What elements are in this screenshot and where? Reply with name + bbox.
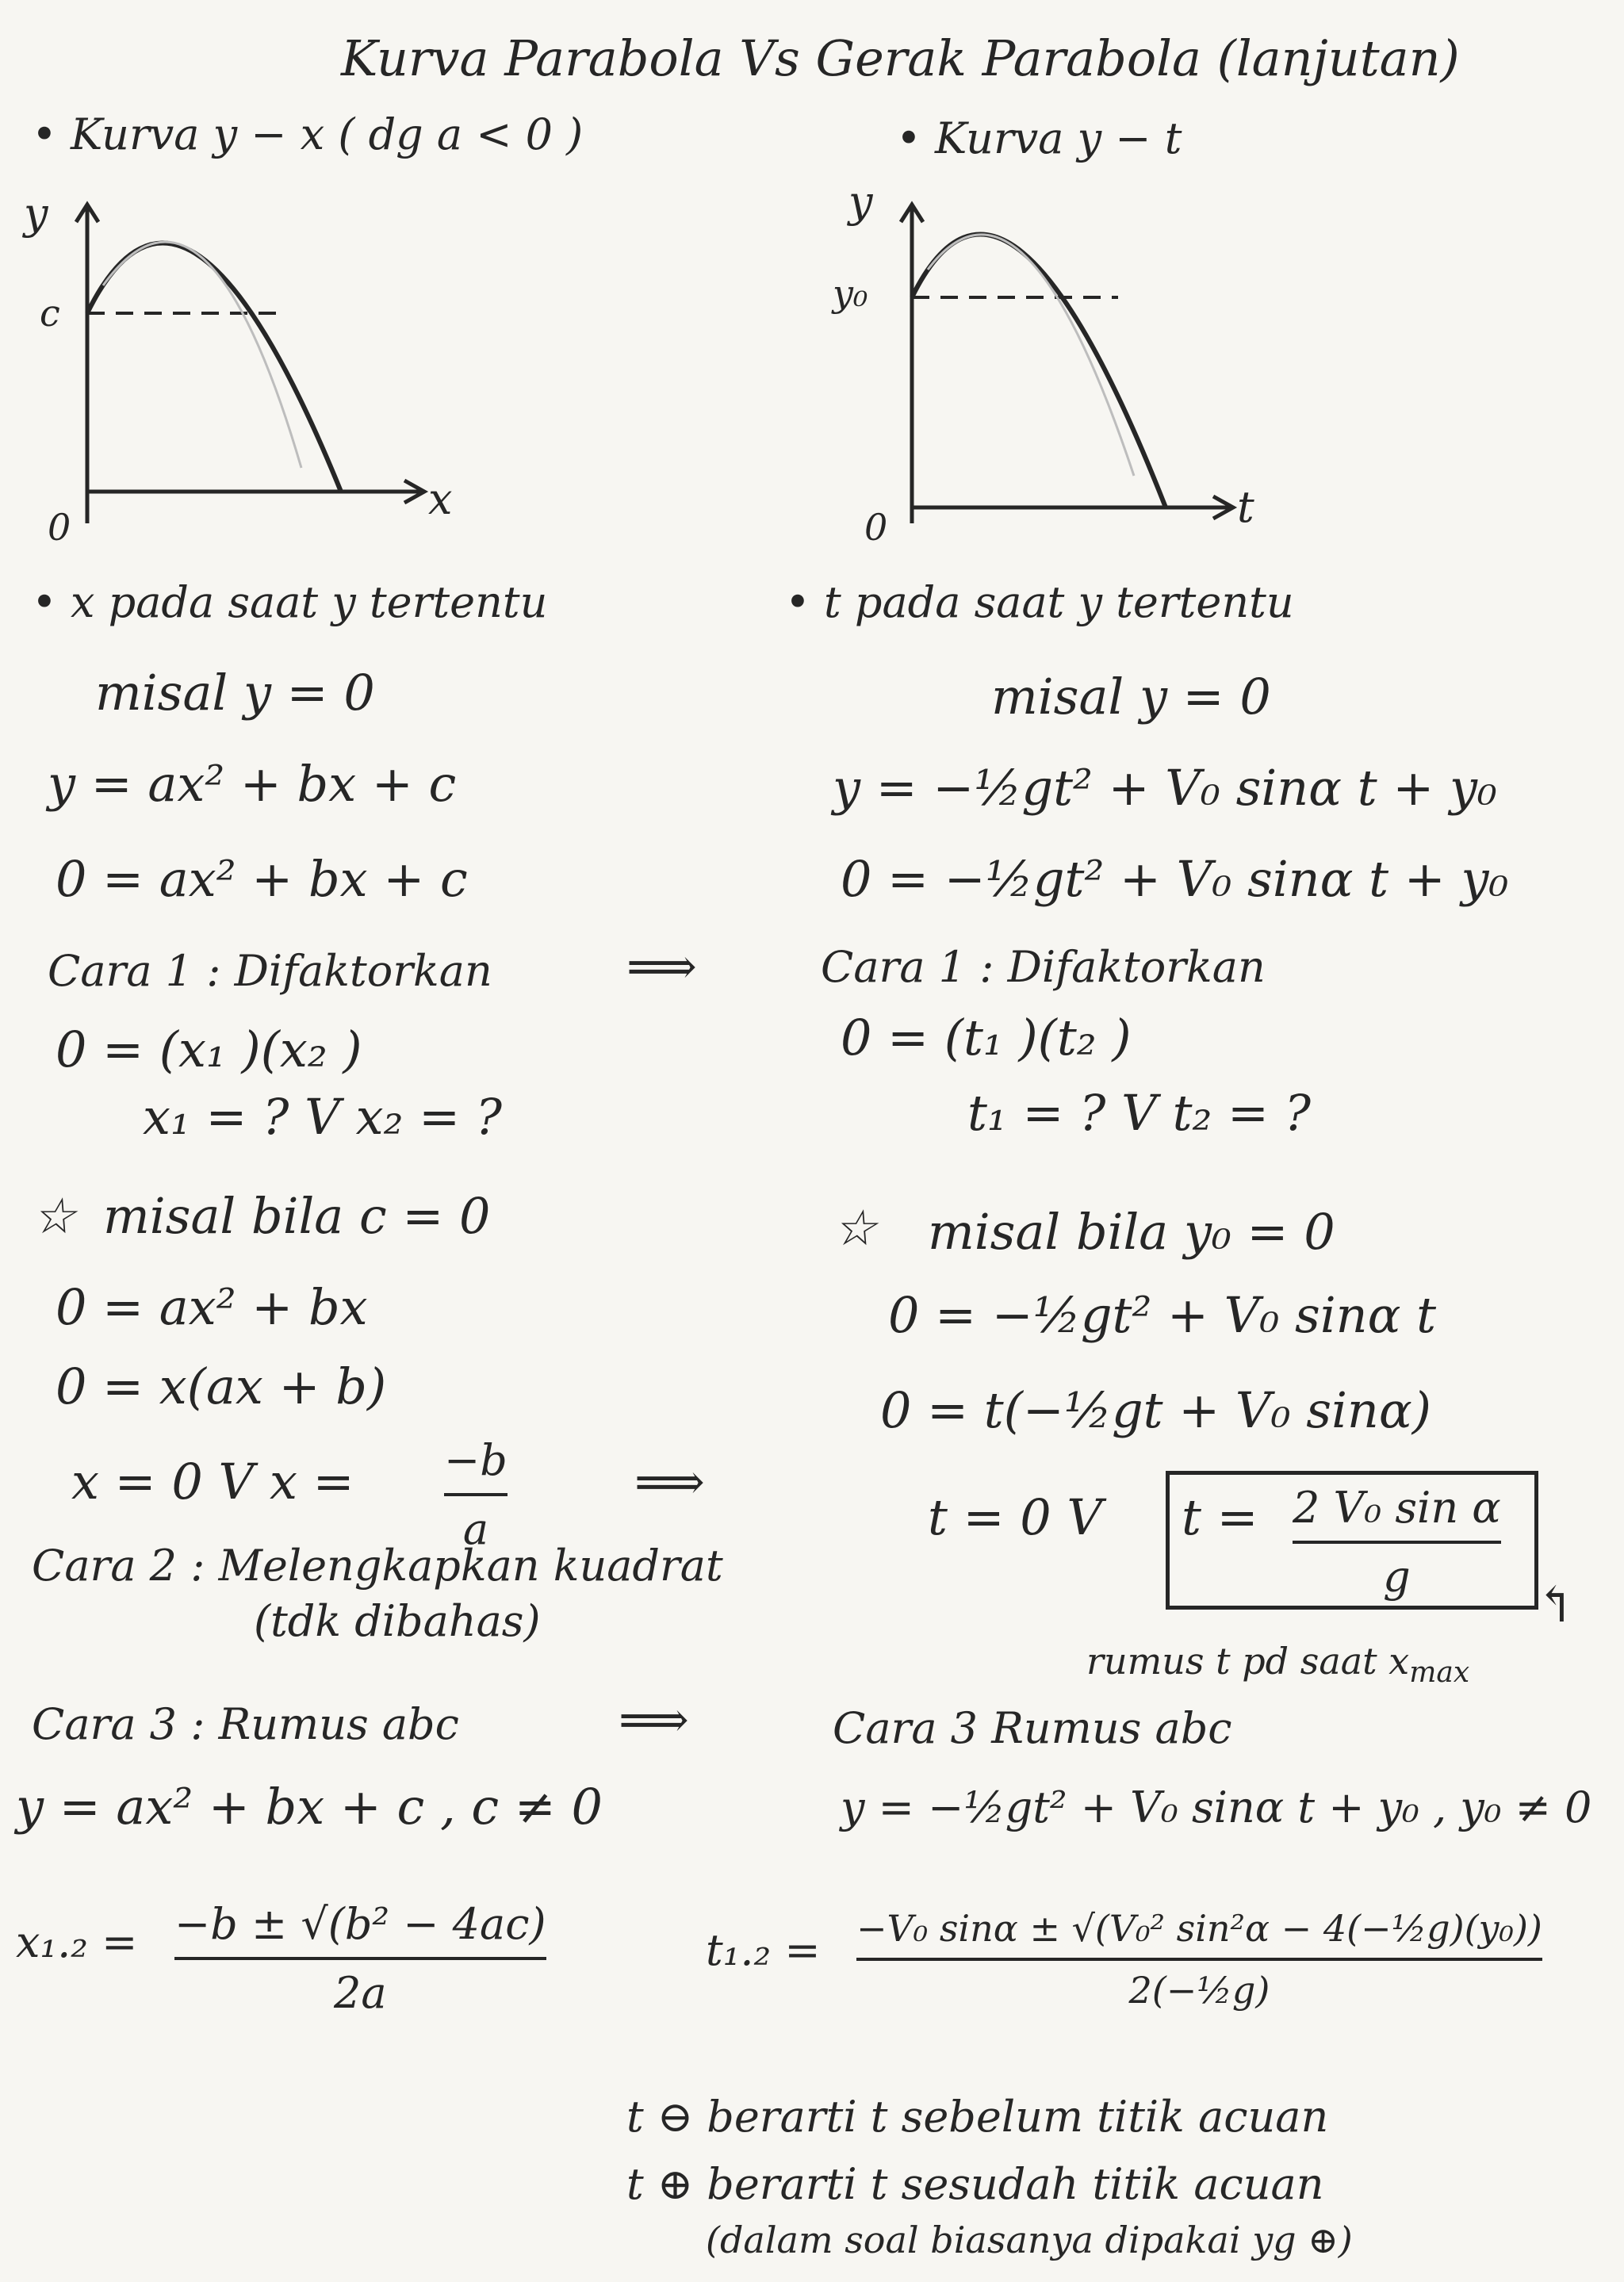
box-fraction	[1293, 1483, 1501, 1602]
right-abc-fraction	[856, 1907, 1542, 2012]
right-sub-heading: • t pada saat y tertentu	[785, 577, 1294, 627]
right-t-axis-label: t	[1237, 482, 1254, 532]
right-cara3: Cara 3 Rumus abc	[833, 1703, 1232, 1753]
left-s-eq1: 0 = ax² + bx	[56, 1278, 368, 1336]
left-heading: • Kurva y − x ( dg a < 0 )	[32, 109, 584, 159]
t12-denominator: 2(−½g)	[1128, 1969, 1270, 2012]
right-t12-label: t₁.₂ =	[706, 1925, 821, 1975]
left-roots: x₁ = ? V x₂ = ?	[143, 1088, 503, 1146]
left-origin-label: 0	[48, 506, 71, 549]
frac-numerator: −b	[444, 1435, 508, 1485]
note-usage: (dalam soal biasanya dipakai yg ⊕)	[706, 2219, 1353, 2261]
right-roots: t₁ = ? V t₂ = ?	[967, 1084, 1311, 1142]
note-t-plus: t ⊕ berarti t sesudah titik acuan	[626, 2159, 1324, 2209]
box-denominator: g	[1383, 1552, 1411, 1602]
left-abc-fraction	[174, 1899, 546, 2018]
right-s-eq1: 0 = −½gt² + V₀ sinα t	[888, 1286, 1437, 1344]
right-heading: • Kurva y − t	[896, 113, 1182, 163]
left-factor: 0 = (x₁ )(x₂ )	[56, 1020, 362, 1078]
left-cara3: Cara 3 : Rumus abc	[32, 1699, 459, 1749]
frac-bar	[444, 1493, 508, 1496]
star-icon-right: ☆	[833, 1199, 877, 1257]
t12-bar	[856, 1958, 1542, 1961]
arrow-cara1-icon: ⟹	[626, 937, 697, 995]
right-eq1: y = −½gt² + V₀ sinα t + y₀	[833, 759, 1497, 817]
arrow-star-icon: ⟹	[634, 1453, 705, 1510]
right-s-eq2: 0 = t(−½gt + V₀ sinα)	[880, 1381, 1431, 1439]
left-c-label: c	[40, 292, 60, 335]
right-y0-label: y₀	[833, 272, 868, 315]
right-factor: 0 = (t₁ )(t₂ )	[841, 1009, 1132, 1066]
right-y-axis-label: y	[848, 177, 873, 227]
curl-arrow-icon: ↰	[1534, 1576, 1576, 1633]
left-x12-label: x₁.₂ =	[16, 1917, 138, 1967]
left-sub-heading: • x pada saat y tertentu	[32, 577, 548, 627]
right-parabola-graph	[848, 190, 1261, 539]
right-s-eq3: t = 0 V	[928, 1488, 1103, 1546]
note-t-minus: t ⊖ berarti t sebelum titik acuan	[626, 2092, 1329, 2142]
right-abc-eq: y = −½gt² + V₀ sinα t + y₀ , y₀ ≠ 0	[841, 1782, 1592, 1832]
box-lhs: t =	[1182, 1488, 1258, 1546]
left-eq2: 0 = ax² + bx + c	[56, 850, 468, 908]
abc-numerator: −b ± √(b² − 4ac)	[174, 1899, 546, 1949]
left-fraction-b-over-a	[444, 1435, 508, 1554]
left-misal: misal y = 0	[95, 664, 375, 722]
right-cara1: Cara 1 : Difaktorkan	[821, 942, 1266, 992]
right-star-line: misal bila y₀ = 0	[928, 1203, 1335, 1261]
star-icon-left: ☆	[32, 1187, 76, 1245]
left-parabola-graph	[24, 190, 468, 539]
left-cara2-note: (tdk dibahas)	[254, 1596, 541, 1646]
box-bar	[1293, 1541, 1501, 1544]
left-s-eq2: 0 = x(ax + b)	[56, 1357, 387, 1415]
left-star-line: misal bila c = 0	[103, 1187, 491, 1245]
box-numerator: 2 V₀ sin α	[1293, 1483, 1501, 1533]
right-eq2: 0 = −½gt² + V₀ sinα t + y₀	[841, 850, 1509, 908]
left-y-axis-label: y	[24, 189, 48, 239]
abc-denominator: 2a	[333, 1968, 387, 2018]
left-cara2: Cara 2 : Melengkapkan kuadrat	[32, 1541, 723, 1591]
left-s-eq3: x = 0 V x =	[71, 1453, 354, 1510]
left-cara1: Cara 1 : Difaktorkan	[48, 946, 492, 996]
left-abc-eq: y = ax² + bx + c , c ≠ 0	[16, 1778, 603, 1836]
right-origin-label: 0	[864, 506, 888, 549]
frac-denominator: a	[462, 1504, 489, 1554]
left-x-axis-label: x	[428, 474, 453, 524]
right-misal: misal y = 0	[991, 668, 1271, 726]
t12-numerator: −V₀ sinα ± √(V₀² sin²α − 4(−½g)(y₀))	[856, 1907, 1542, 1950]
box-note: rumus t pd saat $x_{max}$	[1086, 1640, 1470, 1690]
arrow-cara3-icon: ⟹	[619, 1690, 689, 1748]
left-eq1: y = ax² + bx + c	[48, 755, 457, 813]
abc-bar	[174, 1957, 546, 1960]
page-title: Kurva Parabola Vs Gerak Parabola (lanjutan)	[341, 29, 1460, 87]
